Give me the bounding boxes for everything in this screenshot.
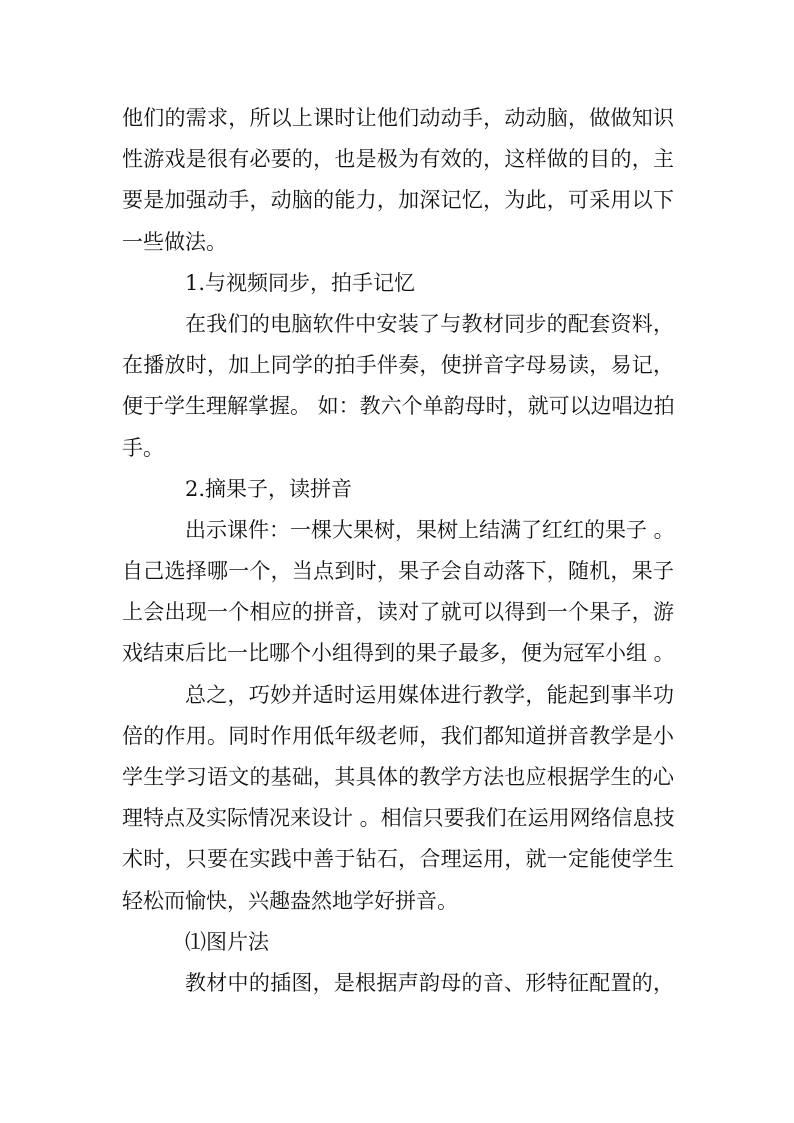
section-heading: 2.摘果子，读拼音: [185, 476, 353, 501]
text-line: 出示课件：一棵大果树，果树上结满了红红的果子 。: [185, 517, 675, 542]
text-line: 上会出现一个相应的拼音，读对了就可以得到一个果子，游: [122, 600, 674, 625]
text-line: 便于学生理解掌握。 如：教六个单韵母时，就可以边唱边拍: [122, 394, 675, 419]
text-line: 手。: [122, 435, 164, 460]
text-line: 理特点及实际情况来设计 。相信只要我们在运用网络信息技: [122, 806, 675, 831]
text-line: 教材中的插图，是根据声韵母的音、形特征配置的，: [185, 970, 674, 995]
section-heading: ⑴图片法: [185, 929, 269, 954]
text-line: 一些做法。: [122, 229, 227, 254]
text-line: 自己选择哪一个，当点到时，果子会自动落下，随机，果子: [122, 559, 674, 584]
section-heading: 1.与视频同步，拍手记忆: [185, 270, 416, 295]
text-line: 戏结束后比一比哪个小组得到的果子最多，便为冠军小组 。: [122, 641, 675, 666]
text-line: 轻松而愉快，兴趣盎然地学好拼音。: [122, 888, 458, 913]
text-line: 学生学习语文的基础，其具体的教学方法也应根据学生的心: [122, 765, 674, 789]
text-line: 术时，只要在实践中善于钻石，合理运用，就一定能使学生: [122, 847, 674, 872]
text-line: 倍的作用。同时作用低年级老师，我们都知道拼音教学是小: [122, 723, 674, 748]
text-line: 性游戏是很有必要的，也是极为有效的，这样做的目的，主: [122, 147, 674, 172]
text-line: 要是加强动手，动脑的能力，加深记忆，为此，可采用以下: [122, 188, 674, 213]
text-line: 他们的需求，所以上课时让他们动动手，动动脑，做做知识: [122, 106, 674, 130]
document-body: [122, 98, 674, 1004]
text-line: 在我们的电脑软件中安装了与教材同步的配套资料，: [185, 311, 674, 336]
text-line: 在播放时，加上同学的拍手伴奏，使拼音字母易读，易记，: [122, 353, 674, 378]
text-line: 总之，巧妙并适时运用媒体进行教学，能起到事半功: [185, 682, 674, 707]
